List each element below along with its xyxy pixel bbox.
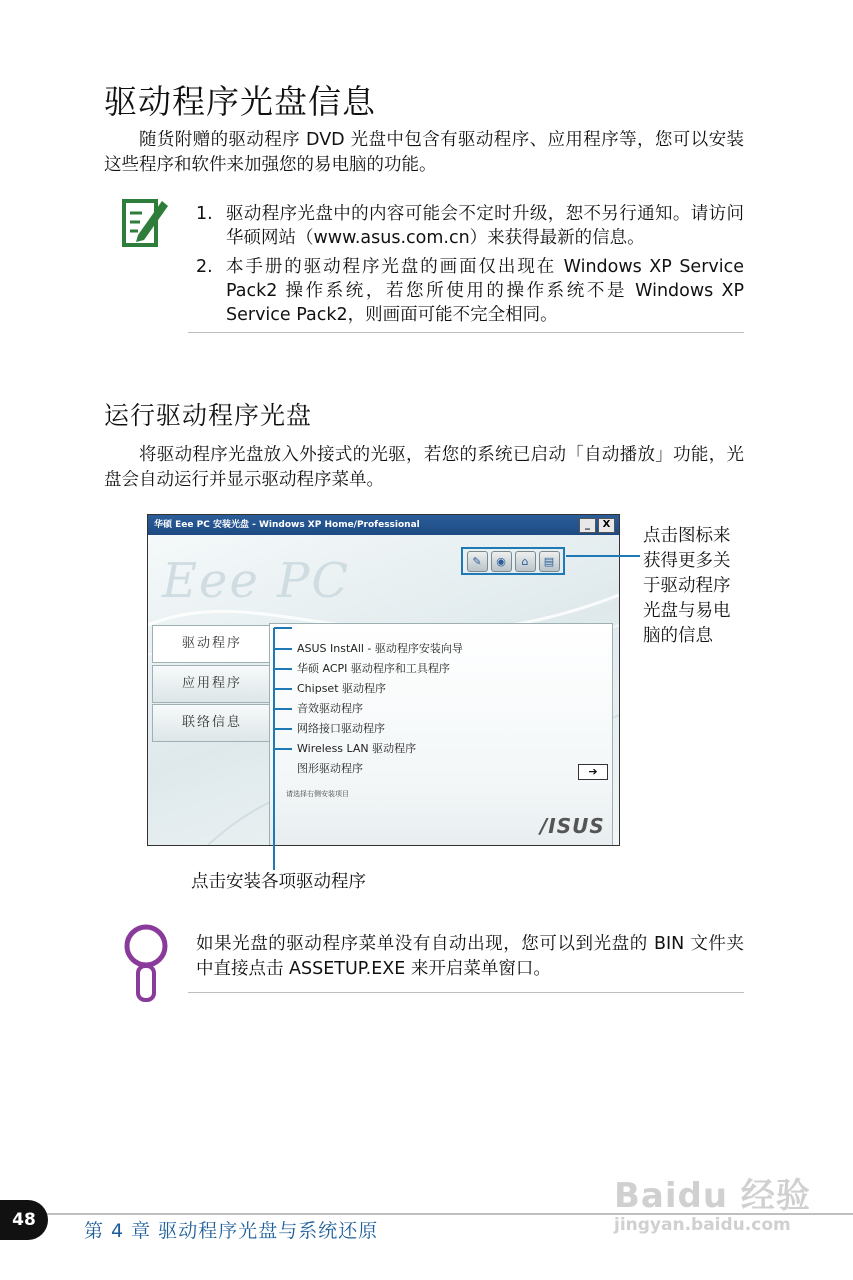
callout-line: 获得更多关 [643, 551, 731, 571]
section-heading: 运行驱动程序光盘 [104, 401, 313, 430]
disc-icon[interactable]: ◉ [491, 551, 512, 572]
tip-box [188, 932, 744, 993]
driver-item[interactable]: Wireless LAN 驱动程序 [297, 742, 417, 755]
page-number: 48 [0, 1200, 48, 1240]
page-title: 驱动程序光盘信息 [104, 82, 376, 121]
next-button[interactable]: ➔ [578, 764, 608, 780]
callout-line: 光盘与易电 [643, 601, 731, 621]
note-number: 1. [196, 204, 213, 224]
note-text: 驱动程序光盘中的内容可能会不定时升级，恕不另行通知。请访问华硕网站（www.asus.com.cn）来获得最新的信息。 [226, 204, 744, 248]
window-title: 华硕 Eee PC 安装光盘 - Windows XP Home/Professional [154, 520, 420, 530]
tool-icon[interactable]: ✎ [467, 551, 488, 572]
intro-paragraph: 随货附赠的驱动程序 DVD 光盘中包含有驱动程序、应用程序等，您可以安装这些程序和软件来加强您的易电脑的功能。 [104, 130, 744, 175]
minimize-button[interactable]: _ [579, 518, 596, 533]
hint-text: 请选择右侧安装项目 [286, 790, 349, 798]
driver-item[interactable]: 图形驱动程序 [297, 762, 363, 775]
tip-text: 如果光盘的驱动程序菜单没有自动出现，您可以到光盘的 BIN 文件夹中直接点击 ASSETUP.EXE 来开启菜单窗口。 [196, 934, 744, 979]
driver-item[interactable]: 华硕 ACPI 驱动程序和工具程序 [297, 662, 450, 675]
watermark-main: Baidu 经验 [614, 1176, 811, 1216]
watermark-sub: jingyan.baidu.com [614, 1215, 791, 1235]
eee-pc-brand: Eee PC [162, 553, 351, 609]
chapter-title: 第 4 章 驱动程序光盘与系统还原 [84, 1220, 379, 1242]
callout-line: 脑的信息 [643, 626, 713, 646]
tab-contact[interactable]: 联络信息 [152, 704, 272, 742]
callout-line: 点击图标来 [643, 526, 731, 546]
asus-logo: /ISUS [540, 814, 605, 838]
icon-callout [643, 524, 731, 649]
tab-applications[interactable]: 应用程序 [152, 665, 272, 703]
tab-drivers[interactable]: 驱动程序 [152, 625, 272, 663]
note-number: 2. [196, 257, 213, 277]
baidu-watermark [614, 1168, 811, 1235]
magnifier-icon [118, 922, 174, 1004]
note-text: 本手册的驱动程序光盘的画面仅出现在 Windows XP Service Pack2 操作系统，若您所使用的操作系统不是 Windows XP Service Pack2，则画面可能不完全相同。 [226, 257, 744, 325]
driver-item[interactable]: Chipset 驱动程序 [297, 682, 386, 695]
driver-item[interactable]: ASUS InstAll - 驱动程序安装向导 [297, 642, 463, 655]
driver-item[interactable]: 音效驱动程序 [297, 702, 363, 715]
callout-line: 于驱动程序 [643, 576, 731, 596]
close-button[interactable]: X [598, 518, 615, 533]
globe-icon[interactable]: ⌂ [515, 551, 536, 572]
document-icon[interactable]: ▤ [539, 551, 560, 572]
driver-item[interactable]: 网络接口驱动程序 [297, 722, 385, 735]
driver-callout: 点击安装各项驱动程序 [191, 872, 366, 892]
run-paragraph: 将驱动程序光盘放入外接式的光驱，若您的系统已启动「自动播放」功能，光盘会自动运行并显示驱动程序菜单。 [104, 445, 744, 490]
